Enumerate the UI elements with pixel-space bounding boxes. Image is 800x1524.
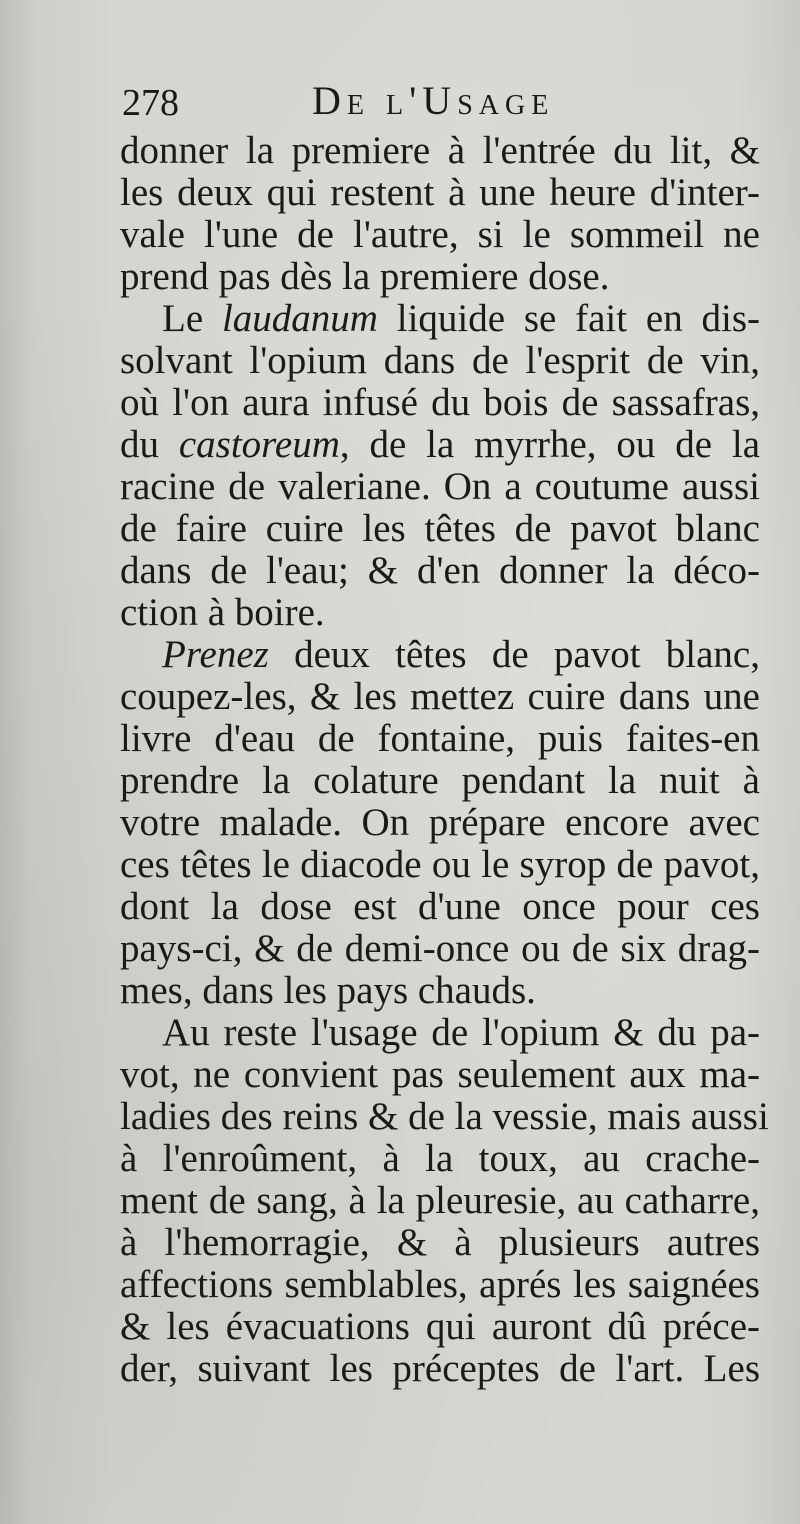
line-text: du — [120, 423, 179, 466]
text-line: dont la dose est d'une once pour ces — [120, 885, 760, 928]
line-text: , de la myrrhe, ou de la — [339, 423, 761, 466]
text-line — [162, 632, 760, 678]
page-number: 278 — [122, 82, 179, 124]
text-line: affections semblables, aprés les saignées — [120, 1263, 760, 1306]
text-line: racine de valeriane. On a coutume aussi — [120, 465, 760, 508]
text-line: prendre la colature pendant la nuit à — [120, 759, 760, 802]
text-line: coupez-les, & les mettez cuire dans une — [120, 675, 760, 718]
text-line: dans de l'eau; & d'en donner la déco- — [120, 549, 760, 592]
text-line: mes, dans les pays chauds. — [120, 969, 536, 1012]
text-line: livre d'eau de fontaine, puis faites-en — [120, 717, 760, 760]
text-line: prend pas dès la premiere dose. — [120, 255, 610, 298]
text-line: où l'on aura infusé du bois de sassafras, — [120, 381, 760, 424]
text-line: votre malade. On prépare encore avec — [120, 801, 760, 844]
italic-term: Prenez — [162, 633, 269, 676]
text-line: ction à boire. — [120, 591, 325, 634]
text-line: à l'enroûment, à la toux, au crache- — [120, 1137, 760, 1180]
text-line: vale l'une de l'autre, si le sommeil ne — [120, 213, 760, 256]
italic-term: castoreum — [178, 423, 340, 466]
line-text: Le — [162, 297, 222, 340]
text-line: pays-ci, & de demi-once ou de six drag- — [120, 927, 760, 970]
text-line: ment de sang, à la pleuresie, au catharre, — [120, 1179, 760, 1222]
text-line: Au reste l'usage de l'opium & du pa- — [162, 1011, 760, 1054]
text-line: à l'hemorragie, & à plusieurs autres — [120, 1221, 760, 1264]
text-line: ladies des reins & de la vessie, mais aussi — [120, 1095, 769, 1138]
running-head: De l'Usage — [312, 78, 555, 123]
text-line: & les évacuations qui auront dû préce- — [120, 1305, 760, 1348]
text-line: ces têtes le diacode ou le syrop de pavot, — [120, 843, 760, 886]
page-header — [122, 78, 762, 128]
text-line: der, suivant les préceptes de l'art. Les — [120, 1347, 760, 1390]
text-line: vot, ne convient pas seulement aux ma- — [120, 1053, 760, 1096]
line-text: deux têtes de pavot blanc, — [268, 633, 760, 676]
text-line: de faire cuire les têtes de pavot blanc — [120, 507, 760, 550]
text-line — [162, 296, 760, 342]
line-text: liquide se fait en dis- — [377, 297, 760, 340]
text-line: solvant l'opium dans de l'esprit de vin, — [120, 339, 760, 382]
text-line: donner la premiere à l'entrée du lit, & — [120, 129, 760, 172]
text-line — [120, 422, 760, 468]
text-line: les deux qui restent à une heure d'inter- — [120, 171, 760, 214]
italic-term: laudanum — [221, 297, 378, 340]
